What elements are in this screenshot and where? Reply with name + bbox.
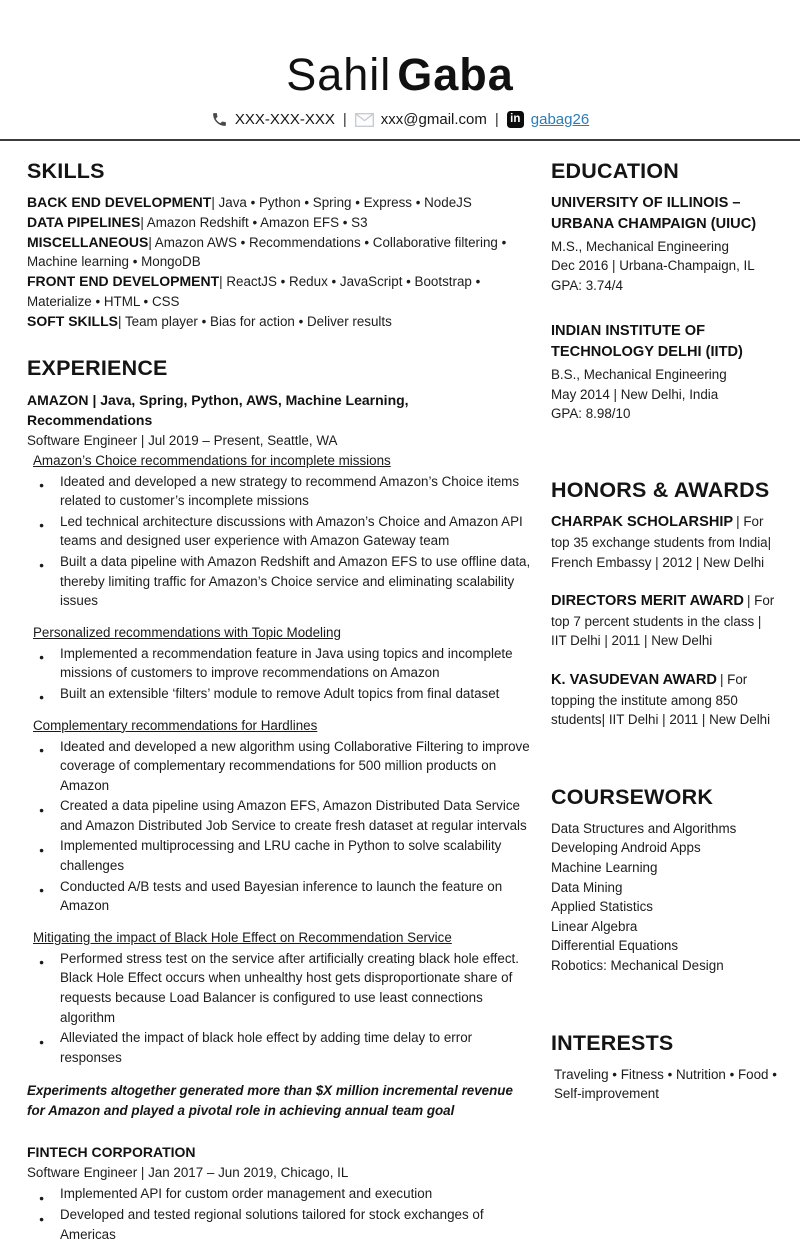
date-location: Dec 2016 | Urbana-Champaign, IL	[551, 258, 755, 274]
project-bullets	[27, 644, 535, 704]
job-bullets	[27, 1184, 535, 1244]
education-list	[551, 193, 778, 423]
project-block	[27, 451, 535, 611]
project-heading: Personalized recommendations with Topic Modeling	[33, 624, 341, 640]
email-text: xxx@gmail.com	[380, 111, 487, 128]
envelope-icon	[355, 113, 374, 127]
linkedin-icon[interactable]	[507, 111, 524, 128]
education-entry	[551, 321, 778, 423]
school-name: INDIAN INSTITUTE OF TECHNOLOGY DELHI (IITD)	[551, 323, 743, 361]
skill-category: BACK END DEVELOPMENT	[27, 194, 212, 210]
honor-title: CHARPAK SCHOLARSHIP	[551, 514, 734, 531]
date-location: May 2014 | New Delhi, India	[551, 386, 719, 402]
coursework-heading: COURSEWORK	[551, 784, 714, 809]
skill-line	[27, 233, 535, 273]
role-line: Software Engineer | Jul 2019 – Present, Seattle, WA	[27, 432, 338, 448]
skill-category: DATA PIPELINES	[27, 213, 141, 230]
honor-title: K. VASUDEVAN AWARD	[551, 672, 717, 688]
honors-heading: HONORS & AWARDS	[551, 478, 770, 503]
last-name: Gaba	[397, 49, 514, 100]
linkedin-icon-text: in	[510, 113, 521, 125]
phone-icon	[211, 111, 228, 128]
job-fintech	[27, 1142, 535, 1244]
school-name: UNIVERSITY OF ILLINOIS – URBANA CHAMPAIGN (UIUC)	[551, 195, 757, 232]
gpa: GPA: 3.74/4	[551, 277, 623, 293]
bullet-item: ● Conducted A/B tests and used Bayesian inference to launch the feature on Amazon	[27, 877, 535, 916]
skill-category: FRONT END DEVELOPMENT	[27, 273, 220, 290]
first-name: Sahil	[286, 49, 392, 100]
coursework-list	[551, 819, 778, 976]
right-column	[551, 158, 778, 1245]
skill-values: | Amazon Redshift • Amazon EFS • S3	[140, 214, 368, 230]
contact-bar	[0, 111, 800, 128]
bullet-item: ● Led technical architecture discussions with Amazon’s Choice and Amazon API teams and designed user experience with Amazon Gateway team	[27, 512, 535, 551]
project-heading: Complementary recommendations for Hardlines	[33, 717, 318, 733]
separator: |	[342, 111, 347, 128]
honor-entry	[551, 670, 778, 730]
role-line: Software Engineer | Jan 2017 – Jun 2019, Chicago, IL	[27, 1165, 349, 1181]
coursework-item: Differential Equations	[551, 938, 679, 954]
honor-details: | For top 35 exchange students from India| French Embassy | 2012 | New Delhi	[551, 514, 772, 570]
header	[0, 0, 800, 128]
bullet-item: ● Implemented a recommendation feature in Java using topics and incomplete missions of customers to improve recommendations on Amazon	[27, 644, 535, 683]
skill-values: | Team player • Bias for action • Deliver results	[118, 313, 392, 329]
bullet-item: ● Created a data pipeline using Amazon EFS, Amazon Distributed Data Service and Amazon Distributed Job Service to create fresh dataset at regular intervals	[27, 796, 535, 835]
project-bullets	[27, 949, 535, 1068]
experience-heading: EXPERIENCE	[27, 355, 168, 380]
skills-heading: SKILLS	[27, 159, 105, 183]
bullet-item: ● Ideated and developed a new strategy to recommend Amazon’s Choice items related to customer’s incomplete missions	[27, 472, 535, 511]
separator: |	[494, 111, 499, 128]
skill-category: SOFT SKILLS	[27, 312, 118, 329]
left-column	[27, 158, 535, 1245]
job-amazon	[27, 390, 535, 1122]
coursework-item: Developing Android Apps	[551, 840, 701, 856]
skill-line	[27, 272, 535, 312]
coursework-item: Applied Statistics	[551, 899, 653, 915]
page-title	[0, 50, 800, 100]
skill-values: | ReactJS • Redux • JavaScript • Bootstrap • Materialize • HTML • CSS	[27, 274, 481, 309]
project-bullets	[27, 472, 535, 611]
interests-text: Traveling • Fitness • Nutrition • Food • Self-improvement	[554, 1066, 777, 1102]
bullet-item: ● Alleviated the impact of black hole effect by adding time delay to error responses	[27, 1028, 535, 1067]
honor-details: | For topping the institute among 850 students| IIT Delhi | 2011 | New Delhi	[551, 672, 771, 728]
project-heading: Amazon’s Choice recommendations for incomplete missions	[33, 452, 391, 468]
bullet-item: ● Built a data pipeline with Amazon Redshift and Amazon EFS to use offline data, thereby limiting traffic for Amazon’s Choice service and eliminating scalability issues	[27, 552, 535, 611]
coursework-item: Data Structures and Algorithms	[551, 820, 737, 836]
skill-values: | Java • Python • Spring • Express • NodeJS	[211, 195, 472, 210]
honor-details: | For top 7 percent students in the class | IIT Delhi | 2011 | New Delhi	[551, 593, 775, 649]
skills-list	[27, 193, 535, 332]
impact-note: Experiments altogether generated more than $X million incremental revenue for Amazon and played a pivotal role in achieving annual team goal	[27, 1083, 513, 1119]
project-heading: Mitigating the impact of Black Hole Effect on Recommendation Service	[33, 929, 452, 945]
coursework-item: Data Mining	[551, 879, 623, 895]
interests-heading: INTERESTS	[551, 1030, 674, 1055]
project-block	[27, 928, 535, 1068]
bullet-item: ● Built an extensible ‘filters’ module to remove Adult topics from final dataset	[27, 684, 535, 704]
honor-entry	[551, 591, 778, 651]
honor-entry	[551, 512, 778, 572]
content	[0, 141, 800, 1245]
degree: B.S., Mechanical Engineering	[551, 367, 727, 383]
degree: M.S., Mechanical Engineering	[551, 239, 729, 254]
project-bullets	[27, 737, 535, 916]
company-line: FINTECH CORPORATION	[27, 1144, 196, 1161]
bullet-item: ● Performed stress test on the service after artificially creating black hole effect. Black Hole Effect occurs when unhealthy host gets disproportionate share of requests because Load Balancer is configured to use least connections algorithm	[27, 949, 535, 1027]
education-entry	[551, 193, 778, 295]
project-block	[27, 623, 535, 704]
coursework-item: Linear Algebra	[551, 918, 638, 934]
bullet-item: ● Implemented API for custom order management and execution	[27, 1184, 535, 1204]
skill-line	[27, 312, 535, 332]
skill-line	[27, 193, 535, 213]
linkedin-link[interactable]: gabag26	[530, 111, 590, 128]
education-heading: EDUCATION	[551, 159, 680, 183]
skill-category: MISCELLANEOUS	[27, 233, 149, 250]
company-tech: | Java, Spring, Python, AWS, Machine Learning, Recommendations	[27, 391, 409, 428]
company-name: AMAZON	[27, 391, 89, 408]
honor-title: DIRECTORS MERIT AWARD	[551, 593, 744, 610]
bullet-item: ● Implemented multiprocessing and LRU cache in Python to solve scalability challenges	[27, 836, 535, 875]
gpa: GPA: 8.98/10	[551, 406, 631, 422]
bullet-item: ● Ideated and developed a new algorithm using Collaborative Filtering to improve coverage of complementary recommendations for 500 million products on Amazon	[27, 737, 535, 796]
coursework-item: Machine Learning	[551, 859, 658, 875]
coursework-item: Robotics: Mechanical Design	[551, 957, 724, 973]
phone-number: XXX-XXX-XXX	[234, 111, 335, 128]
project-block	[27, 716, 535, 916]
skill-values: | Amazon AWS • Recommendations • Collaborative filtering • Machine learning • MongoDB	[27, 234, 507, 270]
company-line	[27, 390, 535, 430]
skill-line	[27, 213, 535, 233]
honors-list	[551, 512, 778, 729]
bullet-item: ● Developed and tested regional solutions tailored for stock exchanges of Americas	[27, 1205, 535, 1244]
